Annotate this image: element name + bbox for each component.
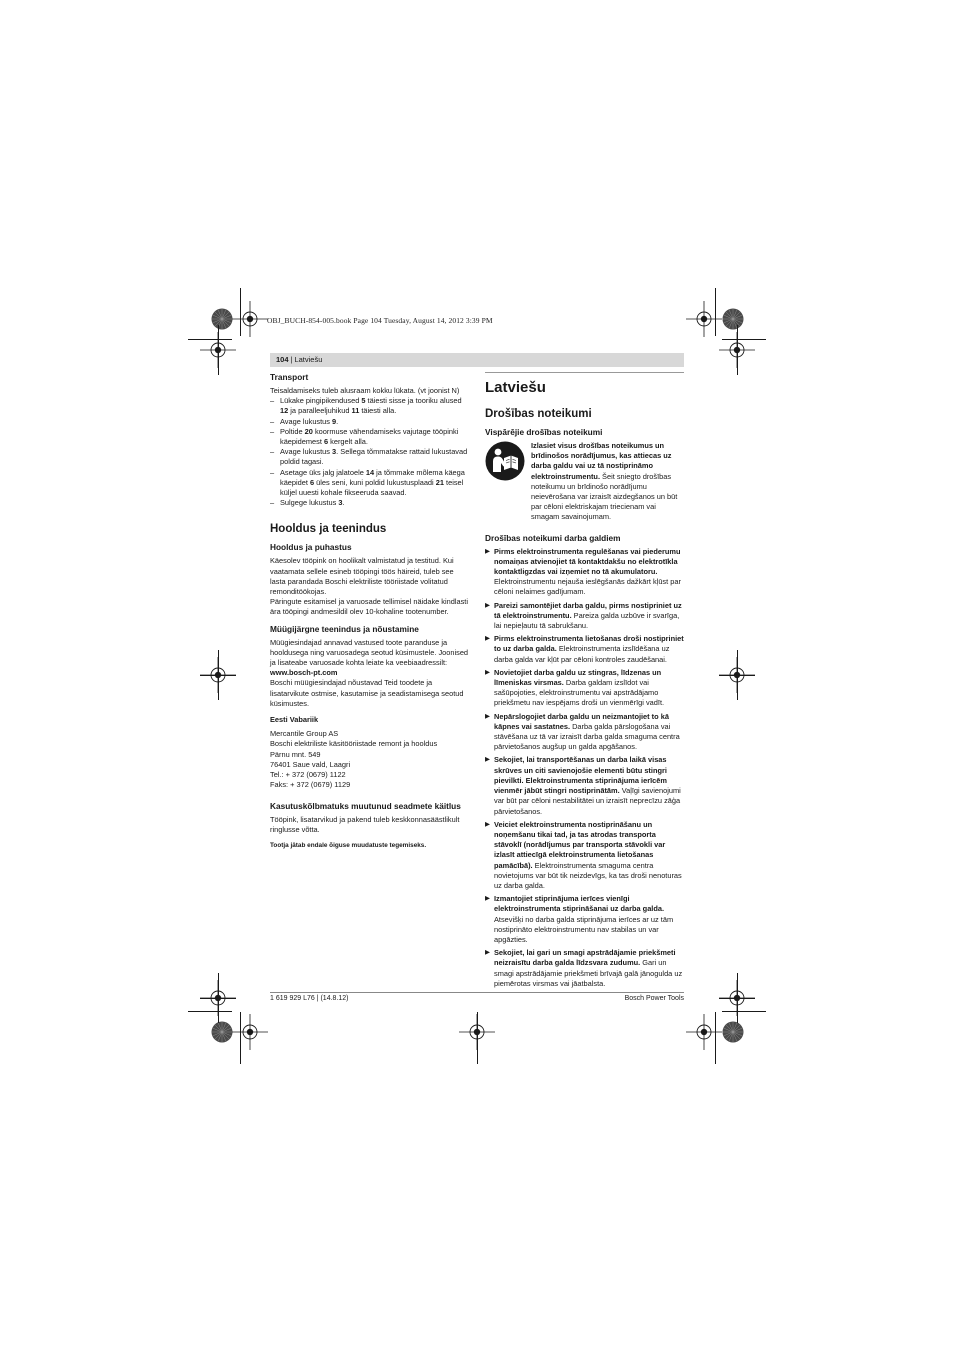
step-text: Avage lukustus	[280, 447, 333, 457]
step-text: üles seni, kuni poldid lukustusplaadi	[314, 477, 436, 487]
registration-crosshair-icon	[686, 1014, 722, 1050]
crop-mark-line	[477, 1012, 478, 1064]
disposal-paragraph: Tööpink, lisatarvikud ja pakend tuleb keskkonnasäästlikult ringlusse võtta.	[270, 814, 460, 834]
part-number: 11	[351, 406, 360, 416]
crop-mark-line	[240, 1012, 241, 1064]
crop-mark-line	[719, 998, 755, 999]
service-heading: Müügijärgne teenindus ja nõustamine	[270, 623, 419, 634]
step-text: Sulgege lukustus	[280, 498, 339, 508]
transport-step	[270, 417, 470, 427]
general-safety-heading: Vispārējie drošības noteikumi	[485, 427, 603, 437]
crop-mark-line	[737, 325, 738, 375]
safety-rule-bold: Nepārslogojiet darba galdu un neizmantojiet to kā kāpnes vai sastatnes.	[494, 711, 669, 731]
crop-mark-line	[240, 288, 241, 336]
crop-mark-line	[200, 675, 236, 676]
safety-rule-text: Darba galda pārslogošana vai stāvēšana uz tā var izraisīt darba galda smaguma centra pārvietošanos augšup un galda apgāšanos.	[494, 721, 680, 752]
care-paragraph-1: Käesolev tööpink on hoolikalt valmistatud ja testitud. Kui vaatamata sellele esineb tööpingi töös häireid, tuleb see lasta parandada Boschi elektriliste tööriistade volitatud remonditöökojas.	[270, 556, 454, 597]
dash-marker: –	[270, 396, 275, 406]
safety-rule	[485, 948, 684, 989]
left-column	[270, 372, 470, 851]
estonia-address	[270, 729, 470, 790]
part-number: 6	[310, 477, 315, 487]
safety-rule	[485, 894, 684, 945]
part-number: 3	[332, 447, 337, 457]
header-section: Latviešu	[294, 355, 323, 364]
file-header: OBJ_BUCH-854-005.book Page 104 Tuesday, August 14, 2012 3:39 PM	[267, 316, 493, 325]
safety-rule-bold: Novietojiet darba galdu uz stingras, līdzenas un līmeniskas virsmas.	[494, 667, 662, 688]
safety-rule	[485, 634, 684, 665]
step-text: Avage lukustus	[280, 416, 333, 426]
safety-rule-bold: Veiciet elektroinstrumenta nostiprināšanu un noņemšanu tikai tad, ja tas atrodas transporta stāvoklī (norādījumus par transporta stāvokli var izlasīt attiecīgā elektroinstrumenta lietošanas pamācībā).	[494, 819, 666, 870]
crop-mark-line	[188, 339, 232, 340]
part-number: 20	[304, 426, 313, 436]
dash-marker: –	[270, 426, 275, 436]
dash-marker: –	[270, 447, 275, 457]
triangle-bullet-icon: ▶	[485, 712, 490, 720]
crop-mark-line	[188, 1011, 232, 1012]
title-rule	[485, 372, 684, 373]
dash-marker: –	[270, 498, 275, 508]
part-number: 21	[435, 477, 444, 487]
safety-rule-text: Vaļīgi savienojumi var būt par cēloni nestabilitātei un izraisīt neprecīzu zāģa pārvietošanos.	[494, 786, 681, 816]
safety-rule-bold: Sekojiet, lai transportēšanas un darba laikā visas skrūves un citi savienojošie elementi būtu stingri pievilkti. Elektroinstrumenta stiprinājuma ierīcēm vienmēr jābūt stingri nostiprinātām.	[494, 755, 667, 796]
step-text: teisel küljel uuesti kohale fikseeruda saavad.	[280, 477, 464, 498]
triangle-bullet-icon: ▶	[485, 601, 490, 609]
dash-marker: –	[270, 467, 275, 477]
safety-rule-text: Elektroinstrumenta smaguma centra novietojums var būt tik neizdevīgs, ka tas droši nenoturas uz darba galda.	[494, 860, 682, 890]
crop-mark-line	[218, 325, 219, 375]
footer-brand: Bosch Power Tools	[624, 995, 684, 1002]
color-registration-icon	[722, 308, 744, 330]
service-paragraph-1: Müügiesindajad annavad vastused toote paranduse ja hooldusega ning varuosadega seotud küsimustele. Joonised ja lisateabe varuosade kohta leiate ka veebiaadressilt:	[270, 637, 469, 668]
safety-rule	[485, 712, 684, 753]
crop-mark-line	[722, 1011, 766, 1012]
registration-crosshair-icon	[232, 1014, 268, 1050]
care-heading: Hooldus ja puhastus	[270, 542, 352, 553]
triangle-bullet-icon: ▶	[485, 949, 490, 957]
triangle-bullet-icon: ▶	[485, 668, 490, 676]
transport-step	[270, 447, 470, 467]
color-registration-icon	[722, 1021, 744, 1043]
safety-rule	[485, 547, 684, 598]
read-manual-icon	[485, 441, 525, 481]
general-warning-text	[531, 441, 684, 523]
safety-rule-text: Darba galdam izslīdot vai sašūpojoties, elektroinstrumentu vai apstrādājamo priekšmetu nav iespējams droši un vienmērīgi vadīt.	[494, 678, 665, 708]
safety-rule	[485, 755, 684, 816]
transport-step	[270, 468, 470, 499]
address-line: Boschi elektriliste käsitööriistade remont ja hooldus	[270, 739, 438, 749]
step-text: . Sellega tõmmatakse rattaid lukustavad poldid tagasi.	[280, 447, 468, 467]
triangle-bullet-icon: ▶	[485, 820, 490, 828]
safety-rule-text: Pareiza galda uzbūve ir svarīga, lai nepieļautu tā sabrukšanu.	[494, 610, 680, 631]
dash-marker: –	[270, 416, 275, 426]
crop-mark-line	[715, 288, 716, 336]
step-text: Asetage üks jalg jalatoele	[280, 467, 366, 477]
safety-rule	[485, 820, 684, 891]
transport-step	[270, 396, 470, 416]
safety-rule-bold: Sekojiet, lai gari un smagi apstrādājamie priekšmeti neizraisītu darba galda līdzsvara zudumu.	[494, 948, 676, 968]
triangle-bullet-icon: ▶	[485, 756, 490, 764]
crop-mark-line	[719, 675, 755, 676]
step-text: täiesti alla.	[359, 406, 397, 416]
step-text: täiesti sisse ja tooriku alused	[365, 396, 462, 406]
general-warning-body: Šeit sniegto drošības noteikumu un brīdinošo norādījumu neievērošana var izraisīt aizdegšanos un būt par cēloni elektriskajam triecienam vai smagam savainojumam.	[531, 471, 678, 522]
part-number: 12	[280, 406, 289, 416]
step-text: kergelt alla.	[328, 437, 368, 447]
safety-rule-text: Gari un smagi apstrādājamie priekšmeti brīvajā galā jānogulda uz piemērotas virsmas vai jāatbalsta.	[494, 958, 683, 988]
triangle-bullet-icon: ▶	[485, 635, 490, 643]
general-warning-bold: Izlasiet visus drošības noteikumus un brīdinošos norādījumus, kas attiecas uz darba galdu vai uz tā nostiprināmo elektroinstrumentu.	[531, 441, 672, 481]
estonia-heading: Eesti Vabariik	[270, 715, 319, 725]
step-text: koormuse vähendamiseks vajutage tööpinki käepidemest	[280, 426, 459, 447]
safety-rule	[485, 668, 684, 709]
service-url: www.bosch-pt.com	[270, 668, 338, 678]
step-text: .	[336, 416, 339, 426]
part-number: 9	[332, 416, 337, 426]
registration-crosshair-icon	[232, 301, 268, 337]
address-line: Faks: + 372 (0679) 1129	[270, 780, 351, 790]
table-rules-heading: Drošības noteikumi darba galdiem	[485, 532, 621, 543]
address-line: 76401 Saue vald, Laagri	[270, 759, 351, 769]
transport-heading: Transport	[270, 372, 309, 382]
transport-step	[270, 498, 470, 508]
right-column	[485, 372, 684, 992]
triangle-bullet-icon: ▶	[485, 895, 490, 903]
safety-rule-bold: Pirms elektroinstrumenta regulēšanas vai piederumu nomaiņas atvienojiet tā kontaktdakšu no elektrotīkla kontaktligzdas vai izņemiet no tā akumulatoru.	[494, 546, 681, 577]
transport-intro: Teisaldamiseks tuleb alusraam kokku lükata. (vt joonist N)	[270, 386, 460, 395]
step-text: ja paralleeljuhikud	[288, 406, 352, 416]
change-notice: Tootja jätab endale õiguse muudatuste tegemiseks.	[270, 841, 427, 849]
color-registration-icon	[211, 1021, 233, 1043]
safety-rule	[485, 601, 684, 632]
registration-crosshair-icon	[686, 301, 722, 337]
language-title: Latviešu	[485, 379, 546, 396]
general-warning	[485, 441, 684, 523]
address-line: Pärnu mnt. 549	[270, 749, 321, 759]
part-number: 6	[323, 437, 329, 447]
safety-rule-text: Elektroinstrumenta izslīdēšana uz darba galda var kļūt par cēloni kontroles zaudēšanai.	[494, 644, 670, 664]
maintenance-heading: Hooldus ja teenindus	[270, 523, 387, 536]
page-number: 104	[276, 355, 289, 364]
transport-steps	[270, 396, 470, 508]
header-separator: |	[290, 355, 293, 364]
service-paragraph-2: Boschi müügiesindajad nõustavad Teid toodete ja lisatarvikute ostmise, kasutamise ja seadistamisega seotud küsimustes.	[270, 678, 464, 708]
safety-rule-text: Elektroinstrumentu nejauša ieslēgšanās dažkārt kļūst par cēloni nelaimes gadījumam.	[494, 577, 681, 597]
step-text: ja tõmmake mõlema käega käepidet	[280, 467, 465, 487]
safety-rule-bold: Pareizi samontējiet darba galdu, pirms nostipriniet uz tā elektroinstrumentu.	[494, 600, 682, 620]
page-header	[270, 353, 684, 367]
step-text: .	[342, 498, 345, 508]
crop-mark-line	[715, 1012, 716, 1064]
safety-heading: Drošības noteikumi	[485, 408, 592, 420]
footer-rule	[270, 992, 684, 993]
step-text: Poltide	[280, 426, 305, 436]
step-text: Lükake pingipikendused	[280, 396, 362, 406]
table-rules-list	[485, 547, 684, 989]
part-number: 14	[365, 467, 375, 477]
safety-rule-bold: Izmantojiet stiprinājuma ierīces vienīgi elektroinstrumenta stiprināšanai uz darba galda.	[494, 894, 665, 914]
safety-rule-bold: Pirms elektroinstrumenta lietošanas droši nostipriniet to uz darba galda.	[494, 634, 684, 654]
footer-code: 1 619 929 L76 | (14.8.12)	[270, 995, 349, 1002]
part-number: 3	[338, 498, 343, 508]
address-line: Tel.: + 372 (0679) 1122	[270, 770, 346, 780]
transport-step	[270, 427, 470, 447]
care-paragraph-2: Päringute esitamisel ja varuosade tellimisel näidake kindlasti ära tööpingi andmesildil olev 10-kohaline tootenumber.	[270, 597, 469, 617]
disposal-heading: Kasutuskõlbmatuks muutunud seadmete käitlus	[270, 800, 461, 811]
crop-mark-line	[722, 339, 766, 340]
safety-rule-text: Atsevišķi no darba galda stiprinājuma ierīces ar uz tām nostiprināto elektroinstrumentu nav stabilas un var apgāzties.	[494, 914, 674, 944]
triangle-bullet-icon: ▶	[485, 547, 490, 555]
crop-mark-line	[200, 998, 236, 999]
color-registration-icon	[211, 308, 233, 330]
address-line: Mercantile Group AS	[270, 729, 339, 739]
part-number: 5	[361, 396, 366, 406]
